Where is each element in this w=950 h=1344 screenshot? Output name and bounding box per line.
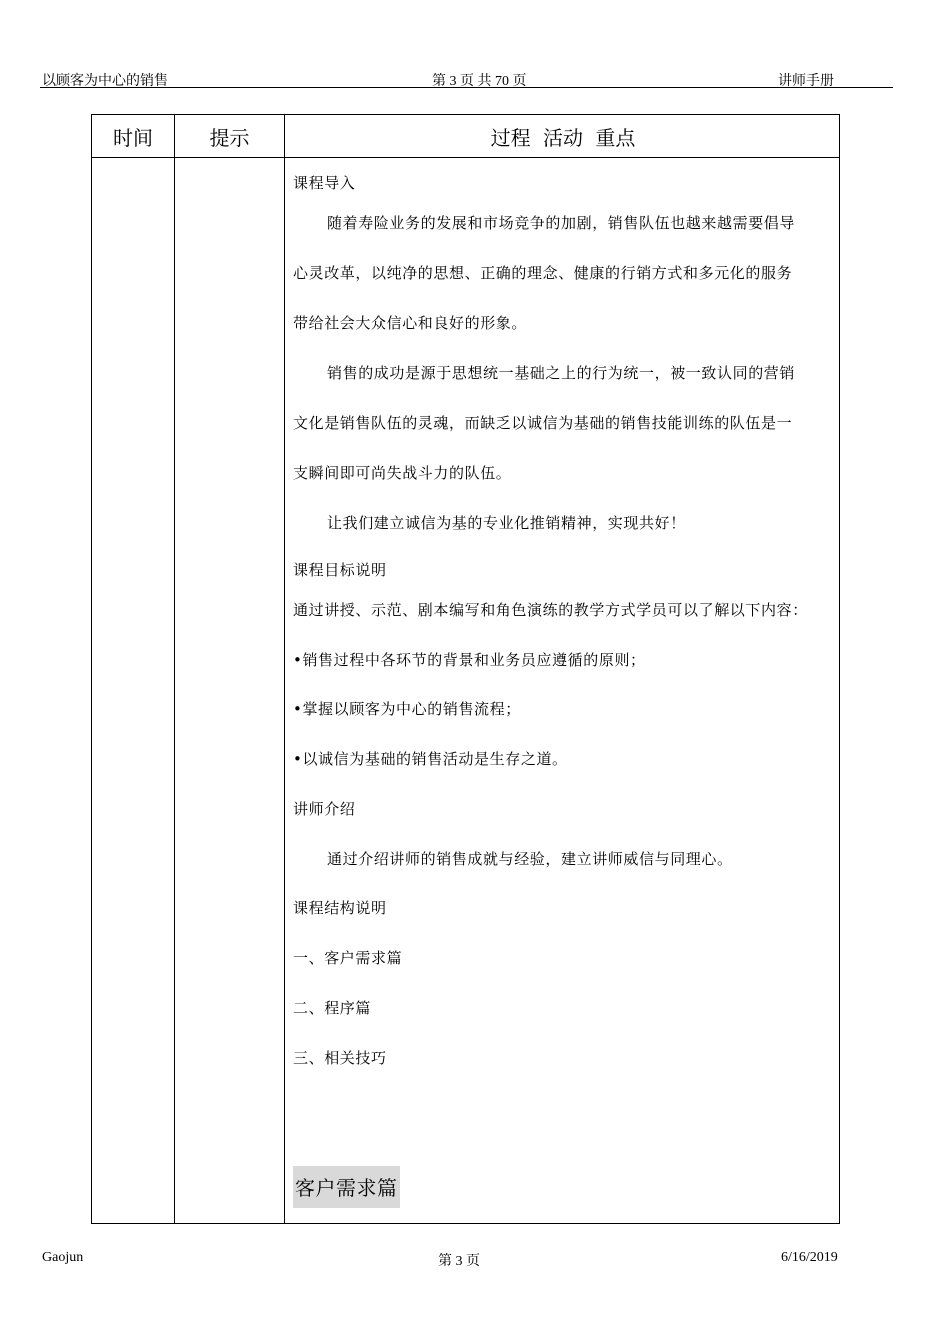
trainer-text: 通过介绍讲师的销售成就与经验，建立讲师威信与同理心。 [327, 850, 733, 868]
section-title-goals: 课程目标说明 [293, 561, 387, 579]
intro-paragraph-2-line-3: 支瞬间即可尚失战斗力的队伍。 [293, 464, 512, 482]
column-divider-2 [284, 115, 285, 1223]
column-header-process: 过程 活动 重点 [490, 126, 636, 150]
course-table [91, 114, 840, 1224]
goals-item: •以诚信为基础的销售活动是生存之道。 [293, 750, 568, 768]
header-rule [40, 87, 893, 88]
structure-item: 二、程序篇 [293, 999, 372, 1017]
section-title-trainer: 讲师介绍 [293, 800, 356, 818]
structure-item: 一、客户需求篇 [293, 949, 403, 967]
intro-paragraph-2-line-1: 销售的成功是源于思想统一基础之上的行为统一，被一致认同的营销 [327, 364, 796, 382]
structure-item: 三、相关技巧 [293, 1049, 387, 1067]
header-row-divider [92, 157, 839, 158]
intro-paragraph-3: 让我们建立诚信为基的专业化推销精神，实现共好！ [327, 514, 686, 532]
section-title-structure: 课程结构说明 [293, 899, 387, 917]
column-header-time: 时间 [113, 126, 153, 150]
header-page-number: 第 3 页 共 70 页 [432, 74, 527, 89]
footer-author: Gaojun [42, 1250, 84, 1265]
highlighted-section-heading: 客户需求篇 [293, 1166, 400, 1208]
column-header-hint: 提示 [209, 126, 250, 150]
goals-item: •销售过程中各环节的背景和业务员应遵循的原则； [293, 651, 646, 669]
footer-page-number: 第 3 页 [438, 1254, 480, 1269]
column-divider-1 [174, 115, 175, 1223]
header-manual-label: 讲师手册 [778, 74, 834, 89]
goals-item: •掌握以顾客为中心的销售流程； [293, 700, 521, 718]
goals-intro: 通过讲授、示范、剧本编写和角色演练的教学方式学员可以了解以下内容： [293, 601, 808, 619]
intro-paragraph-1-line-1: 随着寿险业务的发展和市场竞争的加剧，销售队伍也越来越需要倡导 [327, 214, 796, 232]
intro-paragraph-2-line-2: 文化是销售队伍的灵魂，而缺乏以诚信为基础的销售技能训练的队伍是一 [293, 414, 793, 432]
intro-paragraph-1-line-2: 心灵改革，以纯净的思想、正确的理念、健康的行销方式和多元化的服务 [293, 264, 793, 282]
section-title-intro: 课程导入 [293, 174, 356, 192]
intro-paragraph-1-line-3: 带给社会大众信心和良好的形象。 [293, 314, 528, 332]
footer-date: 6/16/2019 [781, 1250, 838, 1265]
header-document-title: 以顾客为中心的销售 [42, 74, 168, 89]
